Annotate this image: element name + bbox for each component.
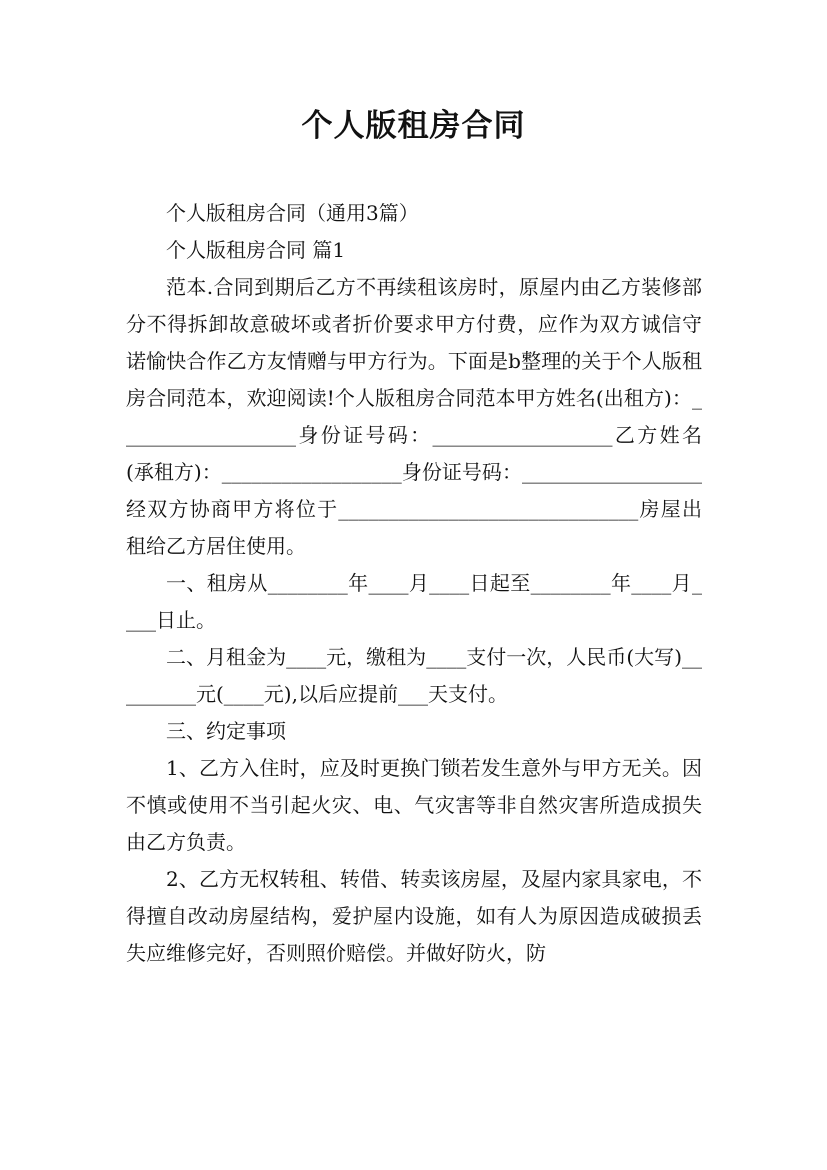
clause-heading-agreements: 三、约定事项: [166, 719, 286, 743]
subtitle-paragraph: 个人版租房合同（通用3篇）: [166, 201, 419, 225]
agreement-item-1: 1、乙方入住时，应及时更换门锁若发生意外与甲方无关。因不慎或使用不当引起火灾、电、气灾害等非自然灾害所造成损失由乙方负责。: [126, 756, 702, 854]
document-body: [126, 195, 702, 972]
intro-paragraph: 范本.合同到期后乙方不再续租该房时，原屋内由乙方装修部分不得拆卸故意破坏或者折价要求甲方付费，应作为双方诚信守诺愉快合作乙方友情赠与甲方行为。下面是b整理的关于个人版租房合同范本，欢迎阅读!个人版租房合同范本甲方姓名(出租方)：__________________身份证号码：__________________乙方姓名(承租方)：__________________身份证号码：__________________经双方协商甲方将位于______________________________房屋出租给乙方居住使用。: [126, 275, 702, 558]
clause-rent-amount: 二、月租金为____元，缴租为____支付一次，人民币(大写)_________元(____元),以后应提前___天支付。: [126, 645, 702, 706]
clause-rental-period: 一、租房从________年____月____日起至________年____月____日止。: [126, 571, 702, 632]
section-heading: 个人版租房合同 篇1: [166, 238, 346, 262]
agreement-item-2: 2、乙方无权转租、转借、转卖该房屋，及屋内家具家电，不得擅自改动房屋结构，爱护屋内设施，如有人为原因造成破损丢失应维修完好，否则照价赔偿。并做好防火，防: [126, 867, 702, 965]
document-title: 个人版租房合同: [301, 108, 526, 144]
